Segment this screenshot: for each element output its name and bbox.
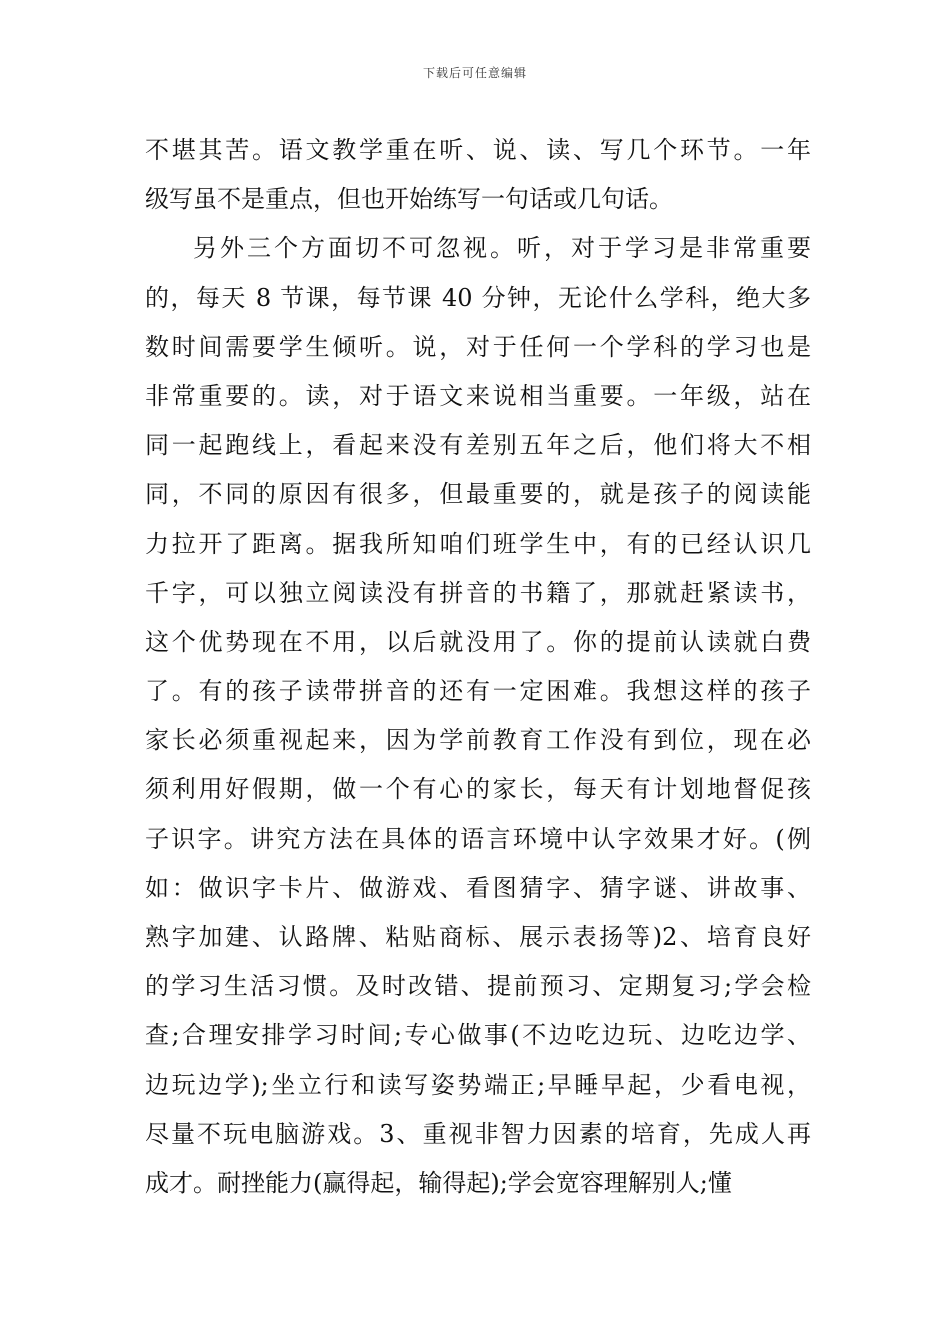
page-header: 下载后可任意编辑 bbox=[422, 66, 527, 80]
text-line: 另外三个方面切不可忽视。听，对于学习是非常重要 bbox=[193, 234, 811, 263]
text-line: 同一起跑线上，看起来没有差别五年之后，他们将大不相 bbox=[145, 431, 811, 460]
text-line: 不堪其苦。语文教学重在听、说、读、写几个环节。一年 bbox=[145, 136, 811, 164]
text-line: 的学习生活习惯。及时改错、提前预习、定期复习;学会检 bbox=[145, 972, 811, 1001]
text-line: 力拉开了距离。据我所知咱们班学生中，有的已经认识几 bbox=[145, 529, 811, 558]
text-line: 如：做识字卡片、做游戏、看图猜字、猜字谜、讲故事、 bbox=[145, 873, 811, 902]
body-text bbox=[145, 126, 811, 1208]
text-line: 同，不同的原因有很多，但最重要的，就是孩子的阅读能 bbox=[145, 480, 811, 509]
text-line: 的，每天 8 节课，每节课 40 分钟，无论什么学科，绝大多 bbox=[145, 283, 811, 312]
text-line: 家长必须重视起来，因为学前教育工作没有到位，现在必 bbox=[145, 726, 811, 755]
text-line: 这个优势现在不用，以后就没用了。你的提前认读就白费 bbox=[145, 627, 811, 656]
text-line: 非常重要的。读，对于语文来说相当重要。一年级，站在 bbox=[145, 381, 811, 410]
text-line: 数时间需要学生倾听。说，对于任何一个学科的学习也是 bbox=[145, 332, 811, 361]
text-line: 千字，可以独立阅读没有拼音的书籍了，那就赶紧读书， bbox=[145, 578, 811, 607]
text-line: 边玩边学);坐立行和读写姿势端正;早睡早起，少看电视， bbox=[145, 1070, 811, 1099]
text-line: 须利用好假期，做一个有心的家长，每天有计划地督促孩 bbox=[145, 775, 811, 804]
text-line: 级写虽不是重点，但也开始练写一句话或几句话。 bbox=[145, 185, 673, 214]
text-line: 查;合理安排学习时间;专心做事(不边吃边玩、边吃边学、 bbox=[145, 1021, 811, 1050]
text-line: 尽量不玩电脑游戏。3、重视非智力因素的培育，先成人再 bbox=[145, 1119, 811, 1148]
text-line: 熟字加建、认路牌、粘贴商标、展示表扬等)2、培育良好 bbox=[145, 923, 811, 951]
text-line: 子识字。讲究方法在具体的语言环境中认字效果才好。(例 bbox=[145, 824, 811, 853]
text-line: 成才。耐挫能力(赢得起，输得起);学会宽容理解别人;懂 bbox=[145, 1168, 732, 1197]
text-line: 了。有的孩子读带拼音的还有一定困难。我想这样的孩子 bbox=[145, 677, 811, 706]
